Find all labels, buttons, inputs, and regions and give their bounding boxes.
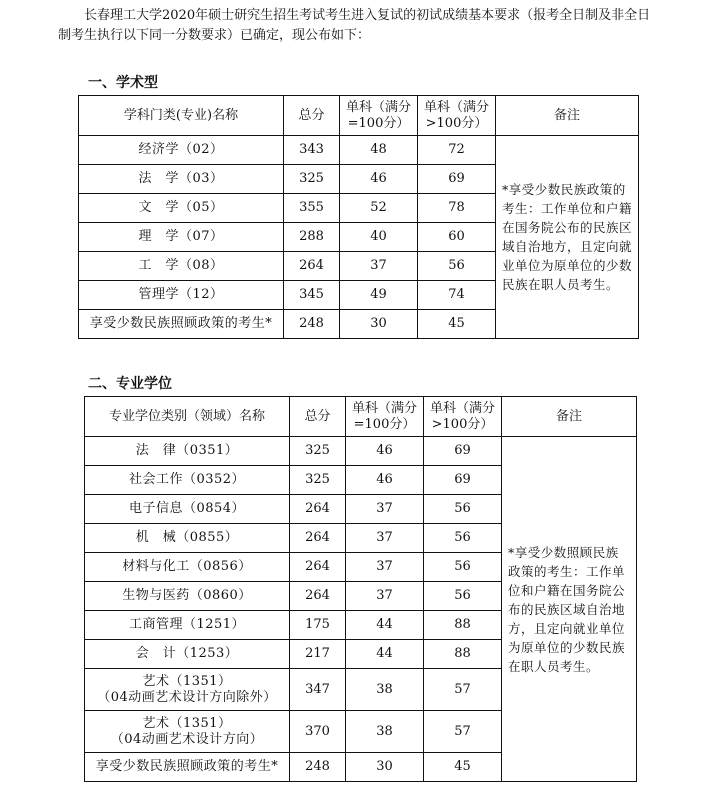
cell-name-line: 机 械（0855）	[135, 530, 239, 545]
header-name: 学科门类(专业)名称	[79, 96, 284, 136]
academic-score-table	[78, 95, 639, 339]
cell-single-gt100: 88	[424, 640, 502, 669]
cell-total: 325	[284, 165, 340, 194]
cell-name-line: 法 律（0351）	[135, 443, 239, 458]
cell-name-subline: （04动画艺术设计方向）	[110, 731, 264, 747]
cell-name	[85, 495, 290, 524]
cell-single-gt100: 69	[424, 437, 502, 466]
cell-total: 325	[290, 466, 346, 495]
cell-total: 347	[290, 669, 346, 711]
section-heading-academic: 一、学术型	[88, 75, 158, 91]
cell-name-line: 文 学（05）	[138, 200, 224, 215]
cell-name-line: 会 计（1253）	[135, 646, 239, 661]
professional-score-table	[84, 396, 637, 782]
table-row	[85, 437, 637, 466]
cell-name-line: 材料与化工（0856）	[122, 559, 252, 574]
header-note: 备注	[496, 96, 639, 136]
cell-name	[85, 669, 290, 711]
cell-single-100: 46	[346, 437, 424, 466]
cell-name-line: 享受少数民族照顾政策的考生*	[95, 759, 279, 774]
header-single-gt100: 单科（满分>100分）	[424, 397, 502, 437]
cell-single-gt100: 56	[424, 495, 502, 524]
cell-name	[85, 466, 290, 495]
cell-single-gt100: 56	[424, 553, 502, 582]
cell-total: 264	[290, 553, 346, 582]
cell-name	[79, 223, 284, 252]
cell-total: 325	[290, 437, 346, 466]
cell-name	[85, 640, 290, 669]
cell-total: 264	[290, 524, 346, 553]
cell-total: 264	[284, 252, 340, 281]
cell-name-subline: （04动画艺术设计方向除外）	[97, 689, 277, 705]
cell-single-100: 37	[346, 524, 424, 553]
cell-total: 264	[290, 495, 346, 524]
cell-single-100: 40	[340, 223, 418, 252]
cell-single-gt100: 56	[424, 524, 502, 553]
cell-name-line: 理 学（07）	[138, 229, 224, 244]
cell-single-100: 30	[346, 753, 424, 782]
header-single-100: 单科（满分=100分）	[340, 96, 418, 136]
cell-name-line: 工 学（08）	[138, 258, 224, 273]
header-single-gt100: 单科（满分>100分）	[418, 96, 496, 136]
cell-single-gt100: 74	[418, 281, 496, 310]
cell-single-100: 44	[346, 640, 424, 669]
cell-name	[79, 165, 284, 194]
cell-single-gt100: 45	[424, 753, 502, 782]
cell-single-gt100: 57	[424, 711, 502, 753]
cell-single-gt100: 56	[424, 582, 502, 611]
header-note: 备注	[502, 397, 637, 437]
cell-name-line: 艺术（1351）	[142, 715, 232, 731]
cell-single-100: 46	[346, 466, 424, 495]
cell-name	[79, 281, 284, 310]
cell-name	[85, 437, 290, 466]
table-row	[79, 136, 639, 165]
cell-single-100: 46	[340, 165, 418, 194]
cell-single-100: 37	[346, 553, 424, 582]
cell-single-100: 44	[346, 611, 424, 640]
cell-name	[79, 194, 284, 223]
cell-total: 264	[290, 582, 346, 611]
cell-single-gt100: 78	[418, 194, 496, 223]
cell-name-line: 艺术（1351）	[142, 673, 232, 689]
cell-name	[85, 711, 290, 753]
cell-name-line: 法 学（03）	[138, 171, 224, 186]
cell-single-100: 48	[340, 136, 418, 165]
cell-single-100: 37	[340, 252, 418, 281]
header-total: 总分	[284, 96, 340, 136]
cell-name	[79, 310, 284, 339]
cell-single-gt100: 45	[418, 310, 496, 339]
cell-single-gt100: 88	[424, 611, 502, 640]
cell-single-gt100: 69	[418, 165, 496, 194]
cell-name-line: 社会工作（0352）	[128, 472, 246, 487]
cell-total: 355	[284, 194, 340, 223]
cell-name-line: 电子信息（0854）	[128, 501, 246, 516]
intro-paragraph: 长春理工大学2020年硕士研究生招生考试考生进入复试的初试成绩基本要求（报考全日制及非全日制考生执行以下同一分数要求）已确定，现公布如下：	[58, 8, 651, 43]
cell-total: 370	[290, 711, 346, 753]
cell-total: 345	[284, 281, 340, 310]
cell-single-100: 38	[346, 669, 424, 711]
cell-name	[85, 524, 290, 553]
cell-name	[85, 611, 290, 640]
cell-name	[79, 136, 284, 165]
cell-name-line: 享受少数民族照顾政策的考生*	[89, 316, 273, 331]
table-header-row	[85, 397, 637, 437]
section-heading-professional: 二、专业学位	[88, 376, 172, 392]
table-header-row	[79, 96, 639, 136]
cell-name	[79, 252, 284, 281]
cell-total: 248	[284, 310, 340, 339]
cell-single-100: 49	[340, 281, 418, 310]
header-name: 专业学位类别（领域）名称	[85, 397, 290, 437]
cell-name	[85, 553, 290, 582]
cell-single-100: 38	[346, 711, 424, 753]
cell-name-line: 生物与医药（0860）	[122, 588, 252, 603]
cell-single-100: 30	[340, 310, 418, 339]
header-total: 总分	[290, 397, 346, 437]
cell-name-line: 管理学（12）	[138, 287, 224, 302]
cell-single-100: 37	[346, 495, 424, 524]
cell-total: 288	[284, 223, 340, 252]
cell-name-line: 工商管理（1251）	[128, 617, 246, 632]
cell-name	[85, 582, 290, 611]
cell-total: 343	[284, 136, 340, 165]
cell-single-100: 37	[346, 582, 424, 611]
cell-single-gt100: 56	[418, 252, 496, 281]
cell-total: 248	[290, 753, 346, 782]
cell-name-line: 经济学（02）	[138, 142, 224, 157]
cell-single-gt100: 57	[424, 669, 502, 711]
cell-single-gt100: 72	[418, 136, 496, 165]
header-single-100: 单科（满分=100分）	[346, 397, 424, 437]
remark-cell: *享受少数照顾民族政策的考生：工作单位和户籍在国务院公布的民族区域自治地方，且定向就业单位为原单位的少数民族在职人员考生。	[502, 437, 637, 782]
cell-name	[85, 753, 290, 782]
cell-total: 175	[290, 611, 346, 640]
cell-single-gt100: 60	[418, 223, 496, 252]
cell-total: 217	[290, 640, 346, 669]
cell-single-100: 52	[340, 194, 418, 223]
cell-single-gt100: 69	[424, 466, 502, 495]
remark-cell: *享受少数民族政策的考生：工作单位和户籍在国务院公布的民族区域自治地方，且定向就业单位为原单位的少数民族在职人员考生。	[496, 136, 639, 339]
